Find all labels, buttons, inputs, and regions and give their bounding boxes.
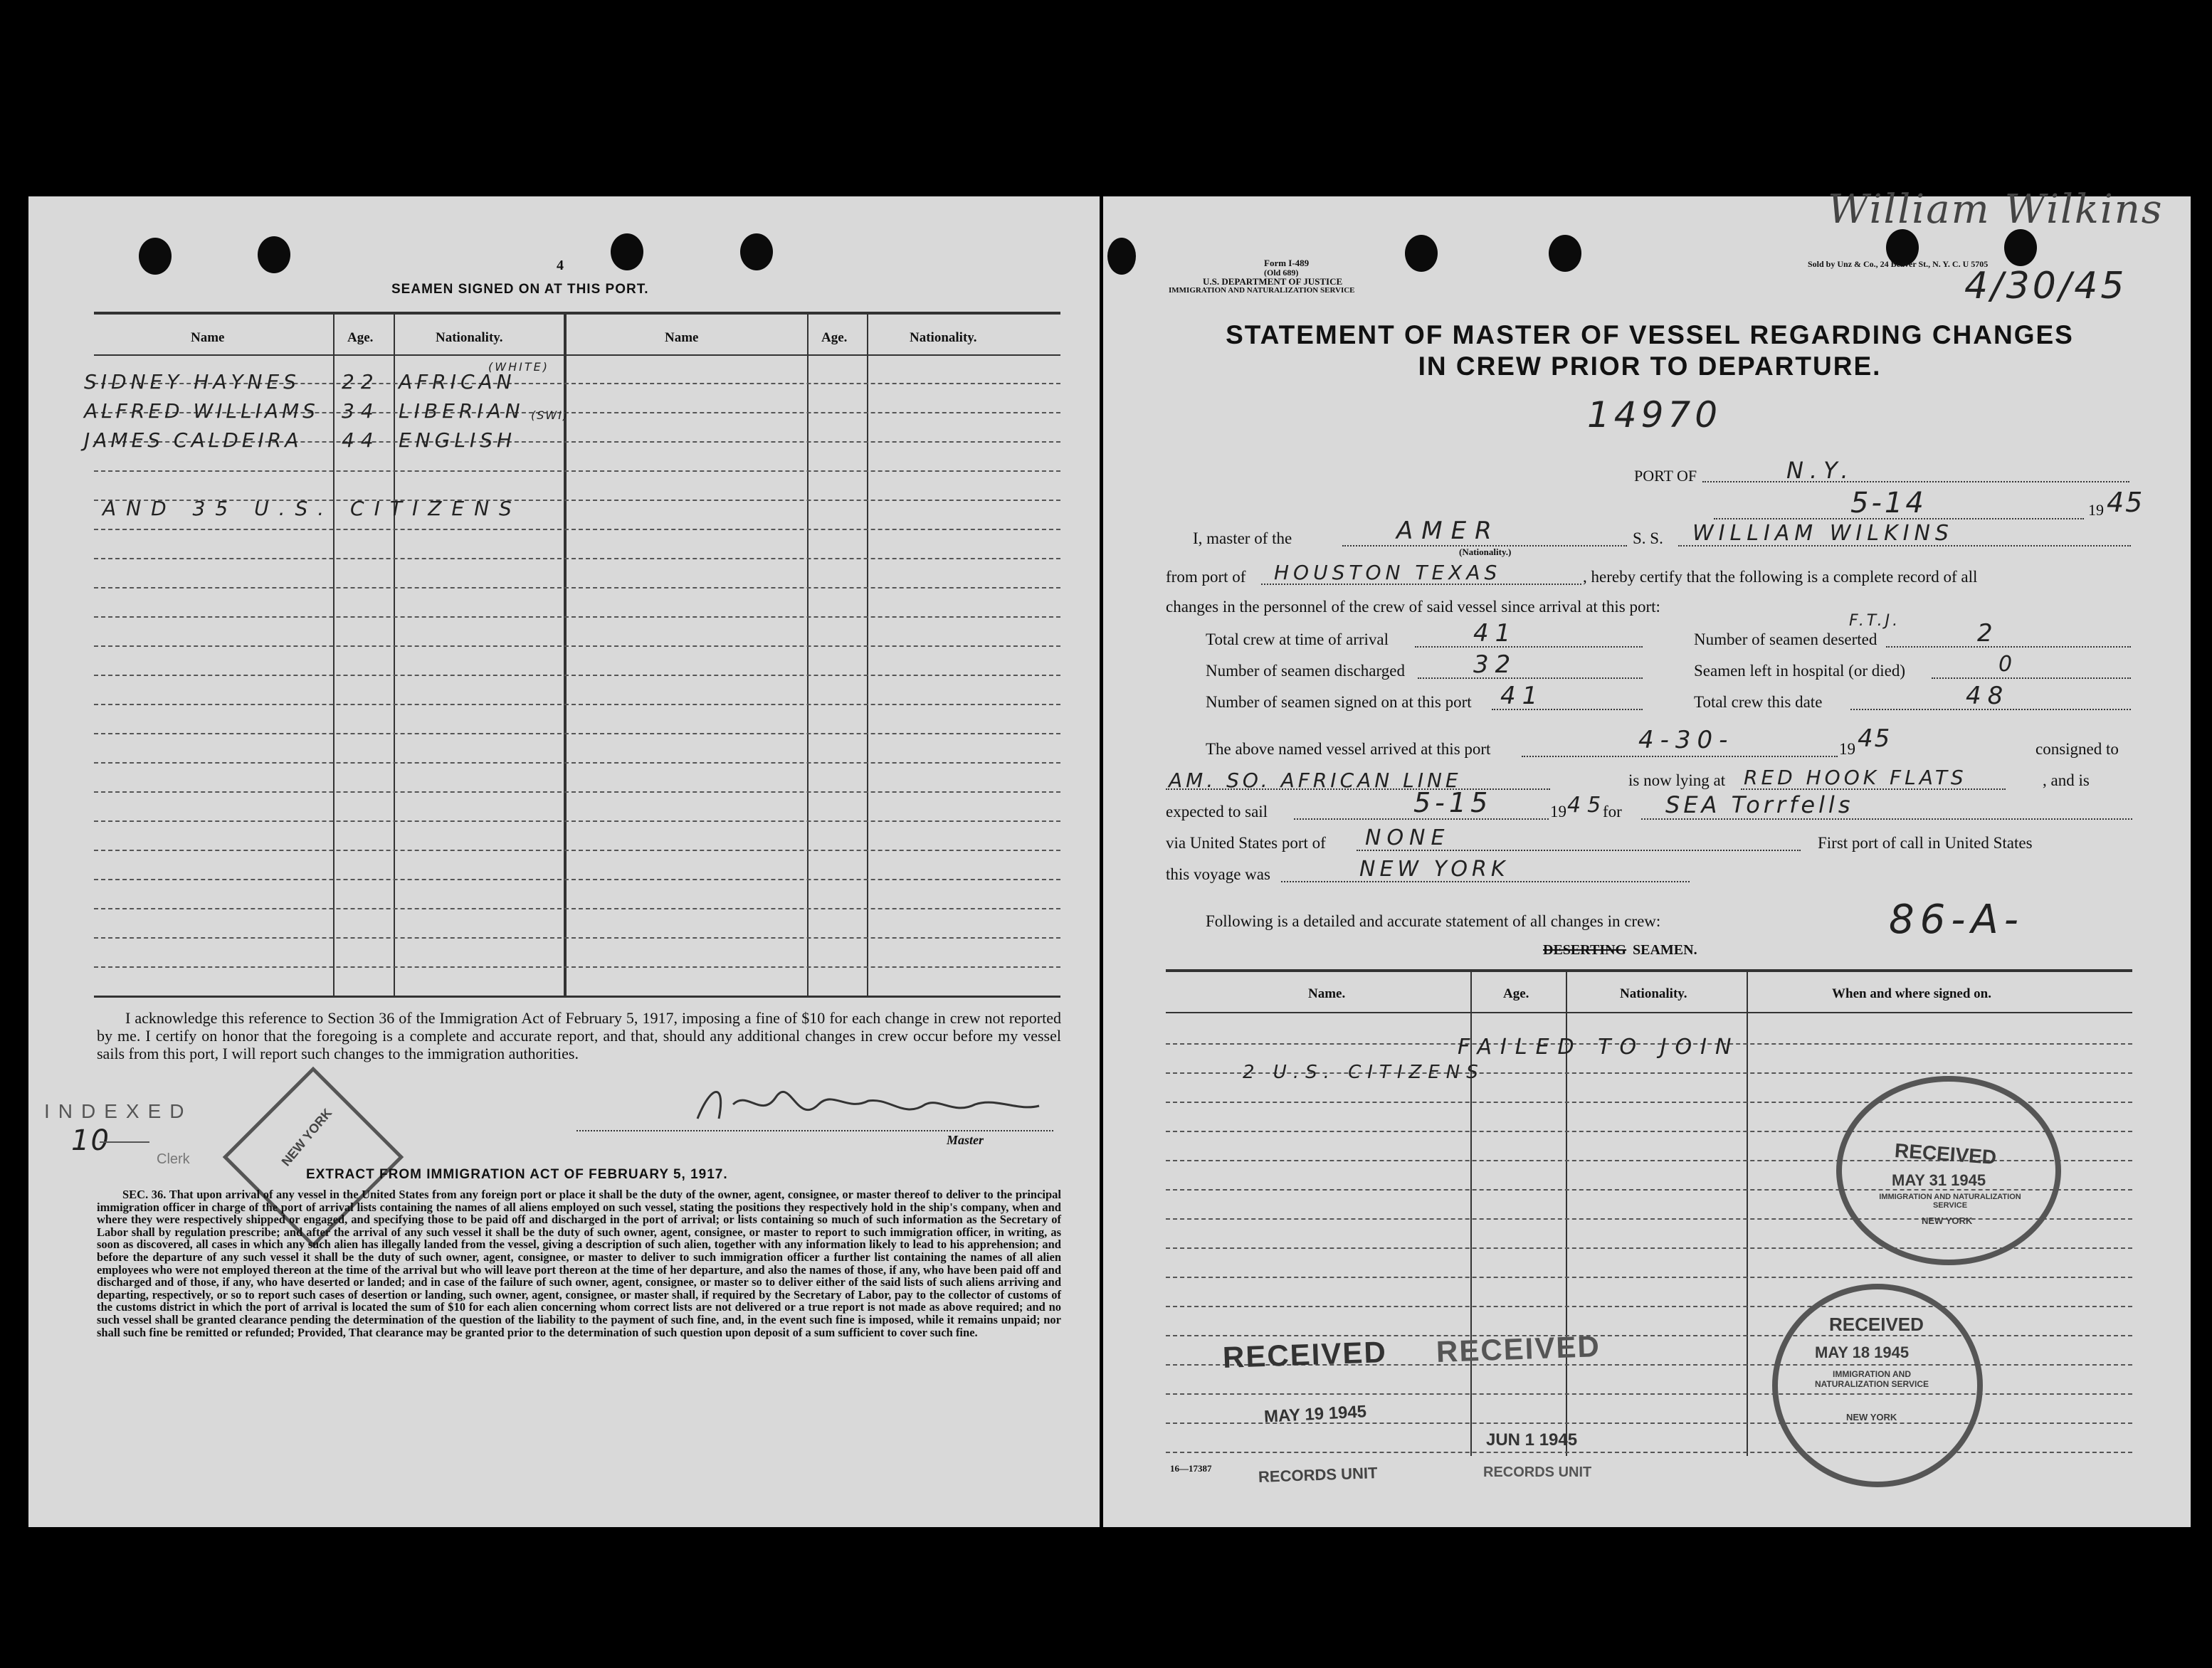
year-prefix: 19 xyxy=(2088,501,2104,519)
punch-hole xyxy=(2004,229,2037,266)
seller-note: Sold by Unz & Co., 24 Beaver St., N. Y. C. U 5705 xyxy=(1808,259,1989,269)
received-stamp-date: JUN 1 1945 xyxy=(1486,1430,1578,1450)
received-stamp-date: MAY 19 1945 xyxy=(1263,1402,1367,1427)
deserted-value: 2 xyxy=(1977,619,1999,648)
diamond-stamp-text: NEW YORK xyxy=(278,1105,335,1169)
circle-stamp-service: IMMIGRATION AND NATURALIZATION SERVICE xyxy=(1879,1193,2021,1210)
table-rule-line xyxy=(1166,1277,2132,1278)
sail-label: expected to sail xyxy=(1166,803,1268,820)
voyage-label: this voyage was xyxy=(1166,865,1270,883)
sail-year: 45 xyxy=(1567,793,1608,818)
received-stamp: RECEIVED xyxy=(1222,1334,1388,1375)
lying-value: RED HOOK FLATS xyxy=(1744,766,1967,789)
voyage-value: NEW YORK xyxy=(1359,857,1510,882)
column-header-nationality: Nationality. xyxy=(436,330,503,345)
form-old: (Old 689) xyxy=(1264,268,1299,278)
table-rule-line xyxy=(94,616,1060,618)
section-label: SEAMEN. xyxy=(1633,942,1697,958)
punch-hole xyxy=(139,238,172,275)
acknowledgement-text: I acknowledge this reference to Section 36 of the Immigration Act of February 5, 1917, imposing a fine of $10 for each change in crew not reported by me. I certify on honor that the foregoing is a complete and accurate report, and that, should any additional changes in crew occur before my vessel sails from this port, I will report such changes to the immigration authorities. xyxy=(97,1009,1061,1062)
crew-age: 22 xyxy=(342,370,380,394)
deserted-label: Number of seamen deserted xyxy=(1694,630,1877,648)
fill-line xyxy=(1932,677,2131,679)
service: IMMIGRATION AND NATURALIZATION SERVICE xyxy=(1169,286,1355,295)
column-header-name: Name xyxy=(191,330,225,345)
entry-failed-to-join: FAILED TO JOIN xyxy=(1458,1035,1740,1060)
table-rule-line xyxy=(94,820,1060,822)
table-top-rule xyxy=(94,312,1060,315)
indexed-stamp: INDEXED xyxy=(44,1100,193,1122)
table-rule-line xyxy=(94,675,1060,676)
crew-nationality: AFRICAN xyxy=(399,370,516,394)
punch-hole xyxy=(740,233,773,270)
port-label: PORT OF xyxy=(1634,467,1697,485)
column-header-name: Name xyxy=(665,330,699,345)
consignee: AM. SO. AFRICAN LINE xyxy=(1169,769,1462,792)
table-rule-line xyxy=(1166,1452,2132,1453)
form-title-line1: STATEMENT OF MASTER OF VESSEL REGARDING CHANGES xyxy=(1226,320,2074,349)
received-circle-stamp xyxy=(1836,1076,2061,1265)
hospital-value: 0 xyxy=(1998,652,2019,677)
date-value: 5-14 xyxy=(1850,487,1927,519)
column-header-age: Age. xyxy=(347,330,374,345)
arrived-label: The above named vessel arrived at this port xyxy=(1206,740,1491,758)
column-divider xyxy=(394,313,395,996)
crew-name: ALFRED WILLIAMS xyxy=(84,399,319,423)
circle-stamp-service: IMMIGRATION AND NATURALIZATION SERVICE xyxy=(1814,1369,1929,1389)
discharged-label: Number of seamen discharged xyxy=(1206,662,1405,680)
port-line xyxy=(1702,481,2129,482)
table-rule-line xyxy=(94,791,1060,793)
crew-age: 44 xyxy=(342,428,380,452)
table-rule-line xyxy=(94,850,1060,851)
column-header-age: Age. xyxy=(821,330,848,345)
master-label: Master xyxy=(947,1133,984,1147)
sail-value: 5-15 xyxy=(1413,787,1492,818)
form-code: 16—17387 xyxy=(1170,1463,1212,1474)
table-rule-line xyxy=(1166,1335,2132,1336)
table-rule-line xyxy=(94,704,1060,705)
for-value: SEA Torrfells xyxy=(1665,791,1854,818)
section-title: SEAMEN SIGNED ON AT THIS PORT. xyxy=(391,282,649,297)
total-crew-arrival-value: 41 xyxy=(1473,619,1517,648)
circle-stamp-title: RECEIVED xyxy=(1894,1139,1998,1168)
from-port-label: from port of xyxy=(1166,568,1246,586)
form-number: Form I-489 xyxy=(1264,258,1310,268)
column-header-nationality: Nationality. xyxy=(910,330,977,345)
year-value: 45 xyxy=(2107,487,2144,518)
signed-on-label: Number of seamen signed on at this port xyxy=(1206,693,1472,711)
fill-line xyxy=(1418,677,1643,679)
nationality-value: AMER xyxy=(1396,517,1500,545)
code: 86-A- xyxy=(1889,897,2024,943)
table-rule-line xyxy=(94,908,1060,909)
section-label-struck: DESERTING xyxy=(1543,942,1627,958)
table-bottom-rule xyxy=(94,996,1060,998)
left-page xyxy=(28,196,1100,1527)
ss-label: S. S. xyxy=(1633,529,1663,547)
table-rule-line xyxy=(94,966,1060,968)
arrived-value: 4-30- xyxy=(1638,726,1734,754)
punch-hole xyxy=(1107,238,1136,275)
fill-line xyxy=(1294,818,1549,820)
clerk-label: Clerk xyxy=(157,1151,190,1167)
for-label: for xyxy=(1603,803,1622,820)
and-is-label: , and is xyxy=(2043,771,2090,789)
year-prefix: 19 xyxy=(1839,740,1855,758)
circle-stamp-title: RECEIVED xyxy=(1829,1314,1924,1335)
port-value: N.Y. xyxy=(1786,457,1855,484)
total-crew-date-value: 48 xyxy=(1966,682,2010,710)
discharged-value: 32 xyxy=(1473,650,1517,679)
crew-name: SIDNEY HAYNES xyxy=(84,370,300,394)
crew-age: 34 xyxy=(342,399,380,423)
fill-line xyxy=(1415,646,1643,648)
year-prefix: 19 xyxy=(1550,803,1566,820)
entry-us-citizens: 2 U.S. CITIZENS xyxy=(1243,1062,1485,1083)
table-header-rule xyxy=(1166,1012,2132,1013)
circle-stamp-date: MAY 31 1945 xyxy=(1892,1171,1986,1189)
table-rule-line xyxy=(94,587,1060,588)
department: U.S. DEPARTMENT OF JUSTICE xyxy=(1203,276,1343,287)
records-unit-stamp: RECORDS UNIT xyxy=(1483,1464,1592,1480)
arrived-year: 45 xyxy=(1858,724,1892,753)
section-36-text: SEC. 36. That upon arrival of any vessel in the United States from any foreign port or place it shall be the duty of the owner, agent, consignee, or master thereof to deliver to the principal immigration officer in charge of the port of arrival lists containing the names of all aliens employed on such vessel, stating the positions they respectively hold in the ship's company, when and where they were respectively shipped or engaged, and specifying those to be paid off and discharged in the port of arrival; or lists containing so much of such information as the Secretary of Labor shall by regulation prescribe; and after the arrival of any such vessel it shall be the duty of such owner, agent, consignee, or master to report to such immigration officer, in writing, as soon as discovered, all cases in which any such alien has illegally landed from the vessel, giving a description of such alien, together with any information likely to lead to his apprehension; and before the departure of any such vessel it shall be the duty of such owner, agent, consignee, or master to deliver to such immigration officer a further list containing the names of all alien employees who were not employed thereon at the time of the arrival but who will leave port thereon at the time of her departure, and also the names of those, if any, who have been paid off and discharged and of those, if any, who have deserted or landed; and in case of the failure of such owner, agent, consignee, or master so to deliver either of the said lists of such aliens arriving and departing, respectively, or so to report such cases of desertion or landing, such owner, agent, consignee, or master shall, if required by the Secretary of Labor, pay to the collector of customs of the customs district in which the port of arrival is located the sum of $10 for each alien concerning whom correct lists are not delivered or a true report is not made as above required; and no such vessel shall be granted clearance pending the determination of the question of the liability to the payment of such fine, and, in the event such fine is imposed, while it remains unpaid; nor shall such fine be remitted or refunded; Provided, That clearance may be granted prior to the determination of such question upon deposit of a sum sufficient to cover such fine. xyxy=(97,1188,1061,1339)
top-date: 4/30/45 xyxy=(1964,265,2127,307)
from-port-value: HOUSTON TEXAS xyxy=(1274,561,1502,584)
form-title-line2: IN CREW PRIOR TO DEPARTURE. xyxy=(1418,352,1882,381)
deserted-annotation: F.T.J. xyxy=(1849,612,1901,630)
file-number: 14970 xyxy=(1587,394,1722,436)
clerk-line xyxy=(100,1141,149,1143)
fill-line xyxy=(1886,646,2131,648)
master-signature xyxy=(683,1076,1053,1133)
total-crew-date-label: Total crew this date xyxy=(1694,693,1823,711)
table-rule-line xyxy=(94,645,1060,647)
punch-hole xyxy=(611,233,643,270)
column-header-signed-on: When and where signed on. xyxy=(1832,986,1992,1001)
table-rule-line xyxy=(1166,1393,2132,1395)
table-rule-line xyxy=(94,879,1060,880)
table-rule-line xyxy=(94,529,1060,530)
via-label: via United States port of xyxy=(1166,834,1326,852)
following-label: Following is a detailed and accurate statement of all changes in crew: xyxy=(1206,912,1661,930)
table-rule-line xyxy=(94,762,1060,764)
signed-on-value: 41 xyxy=(1500,682,1544,710)
extract-title: EXTRACT FROM IMMIGRATION ACT OF FEBRUARY 5, 1917. xyxy=(306,1167,728,1182)
fill-line xyxy=(1741,788,2006,790)
column-divider xyxy=(333,313,335,996)
fill-line xyxy=(1166,788,1550,790)
right-page xyxy=(1103,186,2191,1527)
vessel-name: WILLIAM WILKINS xyxy=(1692,521,1954,546)
via-value: NONE xyxy=(1365,825,1450,850)
crew-nationality: ENGLISH xyxy=(399,428,517,452)
crew-note: (WHITE) xyxy=(488,360,549,374)
extra-entry: AND 35 U.S. CITIZENS xyxy=(102,497,522,520)
column-divider xyxy=(867,313,868,996)
table-rule-line xyxy=(1166,1306,2132,1307)
punch-hole xyxy=(1405,235,1438,272)
consigned-label: consigned to xyxy=(2035,740,2119,758)
punch-hole xyxy=(1549,235,1581,272)
changes-text: changes in the personnel of the crew of said vessel since arrival at this port: xyxy=(1166,598,1660,616)
punch-hole xyxy=(258,236,290,273)
crew-name: JAMES CALDEIRA xyxy=(84,428,302,452)
column-divider xyxy=(807,313,809,996)
top-signature: William Wilkins xyxy=(1828,186,2164,233)
total-crew-arrival-label: Total crew at time of arrival xyxy=(1206,630,1389,648)
hospital-label: Seamen left in hospital (or died) xyxy=(1694,662,1906,680)
first-port-label: First port of call in United States xyxy=(1818,834,2033,852)
table-rule-line xyxy=(94,733,1060,734)
crew-note: (SWI) xyxy=(531,408,569,422)
table-header-rule xyxy=(94,354,1060,356)
nationality-caption: (Nationality.) xyxy=(1459,547,1512,557)
column-header-nationality: Nationality. xyxy=(1620,986,1687,1001)
records-unit-stamp: RECORDS UNIT xyxy=(1258,1464,1378,1486)
crew-nationality: LIBERIAN xyxy=(399,399,525,423)
fill-line xyxy=(1522,756,1838,757)
page-number: 4 xyxy=(557,258,564,273)
table-rule-line xyxy=(94,937,1060,939)
table-top-rule xyxy=(1166,969,2132,972)
circle-stamp-city: NEW YORK xyxy=(1922,1215,1973,1226)
table-rule-line xyxy=(94,470,1060,472)
lying-label: is now lying at xyxy=(1628,771,1726,789)
circle-stamp-city: NEW YORK xyxy=(1846,1412,1897,1422)
circle-stamp-date: MAY 18 1945 xyxy=(1815,1344,1910,1361)
table-rule-line xyxy=(94,558,1060,559)
column-header-name: Name. xyxy=(1308,986,1346,1001)
fill-line xyxy=(1641,818,2132,820)
received-stamp: RECEIVED xyxy=(1436,1329,1601,1369)
certify-text: , hereby certify that the following is a complete record of all xyxy=(1583,568,1978,586)
indexed-number: 10 xyxy=(71,1124,110,1157)
column-header-age: Age. xyxy=(1503,986,1529,1001)
master-of-label: I, master of the xyxy=(1193,529,1292,547)
